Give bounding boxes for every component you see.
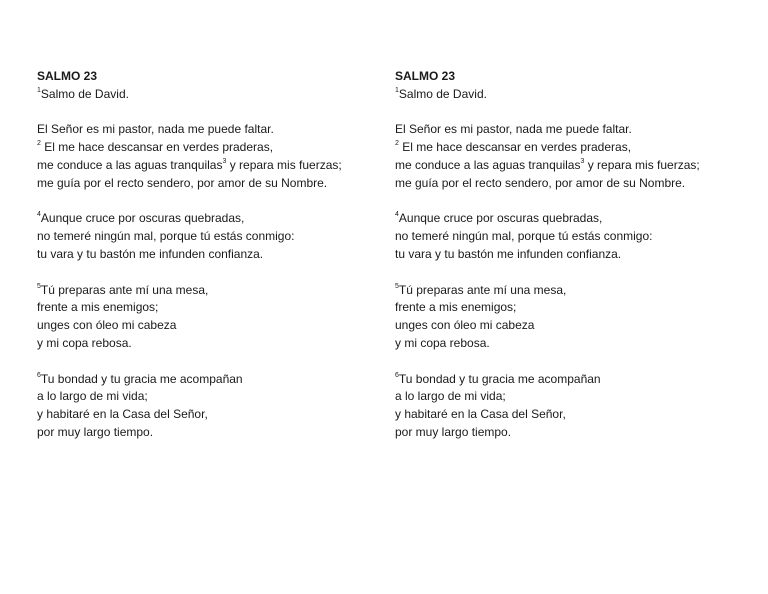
verse-line: [395, 175, 735, 193]
verse-line: [37, 335, 377, 353]
line-text: me conduce a las aguas tranquilas: [37, 157, 223, 172]
verse-line: [395, 228, 735, 246]
line-text: Tú preparas ante mí una mesa,: [398, 282, 567, 297]
line-text: unges con óleo mi cabeza: [37, 318, 177, 333]
stanza-3: [395, 282, 735, 353]
verse-line: [37, 424, 377, 442]
psalm-title: SALMO 23: [37, 69, 98, 83]
stanza-1: [395, 121, 735, 192]
line-text: y repara mis fuerzas;: [584, 157, 700, 172]
line-text: me guía por el recto sendero, por amor de su Nombre.: [395, 175, 686, 190]
verse-line: [37, 371, 377, 389]
verse-line: [37, 246, 377, 264]
verse-line: [395, 157, 735, 175]
verse-number: 3: [580, 157, 585, 165]
line-text: Tu bondad y tu gracia me acompañan: [398, 371, 601, 386]
line-text: a lo largo de mi vida;: [395, 389, 506, 404]
psalm-column-left: [37, 68, 377, 442]
verse-line: [395, 246, 735, 264]
verse-line: [395, 139, 735, 157]
superscription-text: Salmo de David.: [398, 86, 487, 101]
line-text: Tu bondad y tu gracia me acompañan: [40, 371, 243, 386]
verse-line: [395, 317, 735, 335]
verse-line: [395, 335, 735, 353]
verse-number: 6: [37, 371, 41, 379]
stanza-1: [37, 121, 377, 192]
verse-number: 4: [37, 211, 41, 219]
verse-number: 2: [395, 140, 399, 148]
verse-line: [395, 210, 735, 228]
verse-line: [37, 175, 377, 193]
line-text: por muy largo tiempo.: [395, 424, 512, 439]
verse-line: [37, 139, 377, 157]
line-text: y mi copa rebosa.: [395, 335, 490, 350]
line-text: El Señor es mi pastor, nada me puede faltar.: [37, 122, 274, 137]
superscription-text: Salmo de David.: [40, 86, 129, 101]
verse-line: [37, 210, 377, 228]
stanza-2: [37, 210, 377, 263]
verse-line: [395, 406, 735, 424]
verse-line: [37, 388, 377, 406]
line-text: y habitaré en la Casa del Señor,: [395, 407, 566, 422]
verse-number: 2: [37, 140, 41, 148]
line-text: no temeré ningún mal, porque tú estás conmigo:: [395, 229, 653, 244]
verse-number: 4: [395, 211, 399, 219]
verse-number: 1: [395, 86, 399, 94]
verse-line: [37, 228, 377, 246]
psalm-column-right: [395, 68, 735, 442]
line-text: El me hace descansar en verdes praderas,: [40, 140, 274, 155]
verse-number: 5: [395, 282, 399, 290]
verse-line: [395, 299, 735, 317]
stanza-4: [37, 371, 377, 442]
line-text: me conduce a las aguas tranquilas: [395, 157, 581, 172]
verse-number: 1: [37, 86, 41, 94]
line-text: frente a mis enemigos;: [395, 300, 517, 315]
line-text: El me hace descansar en verdes praderas,: [398, 140, 632, 155]
verse-line: [395, 371, 735, 389]
line-text: y habitaré en la Casa del Señor,: [37, 407, 208, 422]
verse-number: 3: [222, 157, 227, 165]
verse-line: [37, 282, 377, 300]
stanza-3: [37, 282, 377, 353]
line-text: tu vara y tu bastón me infunden confianza.: [395, 246, 622, 261]
verse-number: 5: [37, 282, 41, 290]
superscription: [395, 86, 735, 104]
line-text: por muy largo tiempo.: [37, 424, 154, 439]
line-text: y mi copa rebosa.: [37, 335, 132, 350]
line-text: y repara mis fuerzas;: [226, 157, 342, 172]
line-text: frente a mis enemigos;: [37, 300, 159, 315]
line-text: no temeré ningún mal, porque tú estás conmigo:: [37, 229, 295, 244]
verse-line: [395, 121, 735, 139]
stanza-2: [395, 210, 735, 263]
line-text: me guía por el recto sendero, por amor de su Nombre.: [37, 175, 328, 190]
verse-number: 6: [395, 371, 399, 379]
verse-line: [37, 406, 377, 424]
line-text: El Señor es mi pastor, nada me puede faltar.: [395, 122, 632, 137]
verse-line: [395, 388, 735, 406]
line-text: a lo largo de mi vida;: [37, 389, 148, 404]
verse-line: [37, 317, 377, 335]
line-text: Aunque cruce por oscuras quebradas,: [398, 211, 603, 226]
line-text: tu vara y tu bastón me infunden confianza.: [37, 246, 264, 261]
verse-line: [37, 299, 377, 317]
stanza-4: [395, 371, 735, 442]
verse-line: [395, 282, 735, 300]
psalm-title: SALMO 23: [395, 69, 456, 83]
verse-line: [395, 424, 735, 442]
verse-line: [37, 157, 377, 175]
line-text: Tú preparas ante mí una mesa,: [40, 282, 209, 297]
line-text: Aunque cruce por oscuras quebradas,: [40, 211, 245, 226]
superscription: [37, 86, 377, 104]
line-text: unges con óleo mi cabeza: [395, 318, 535, 333]
verse-line: [37, 121, 377, 139]
